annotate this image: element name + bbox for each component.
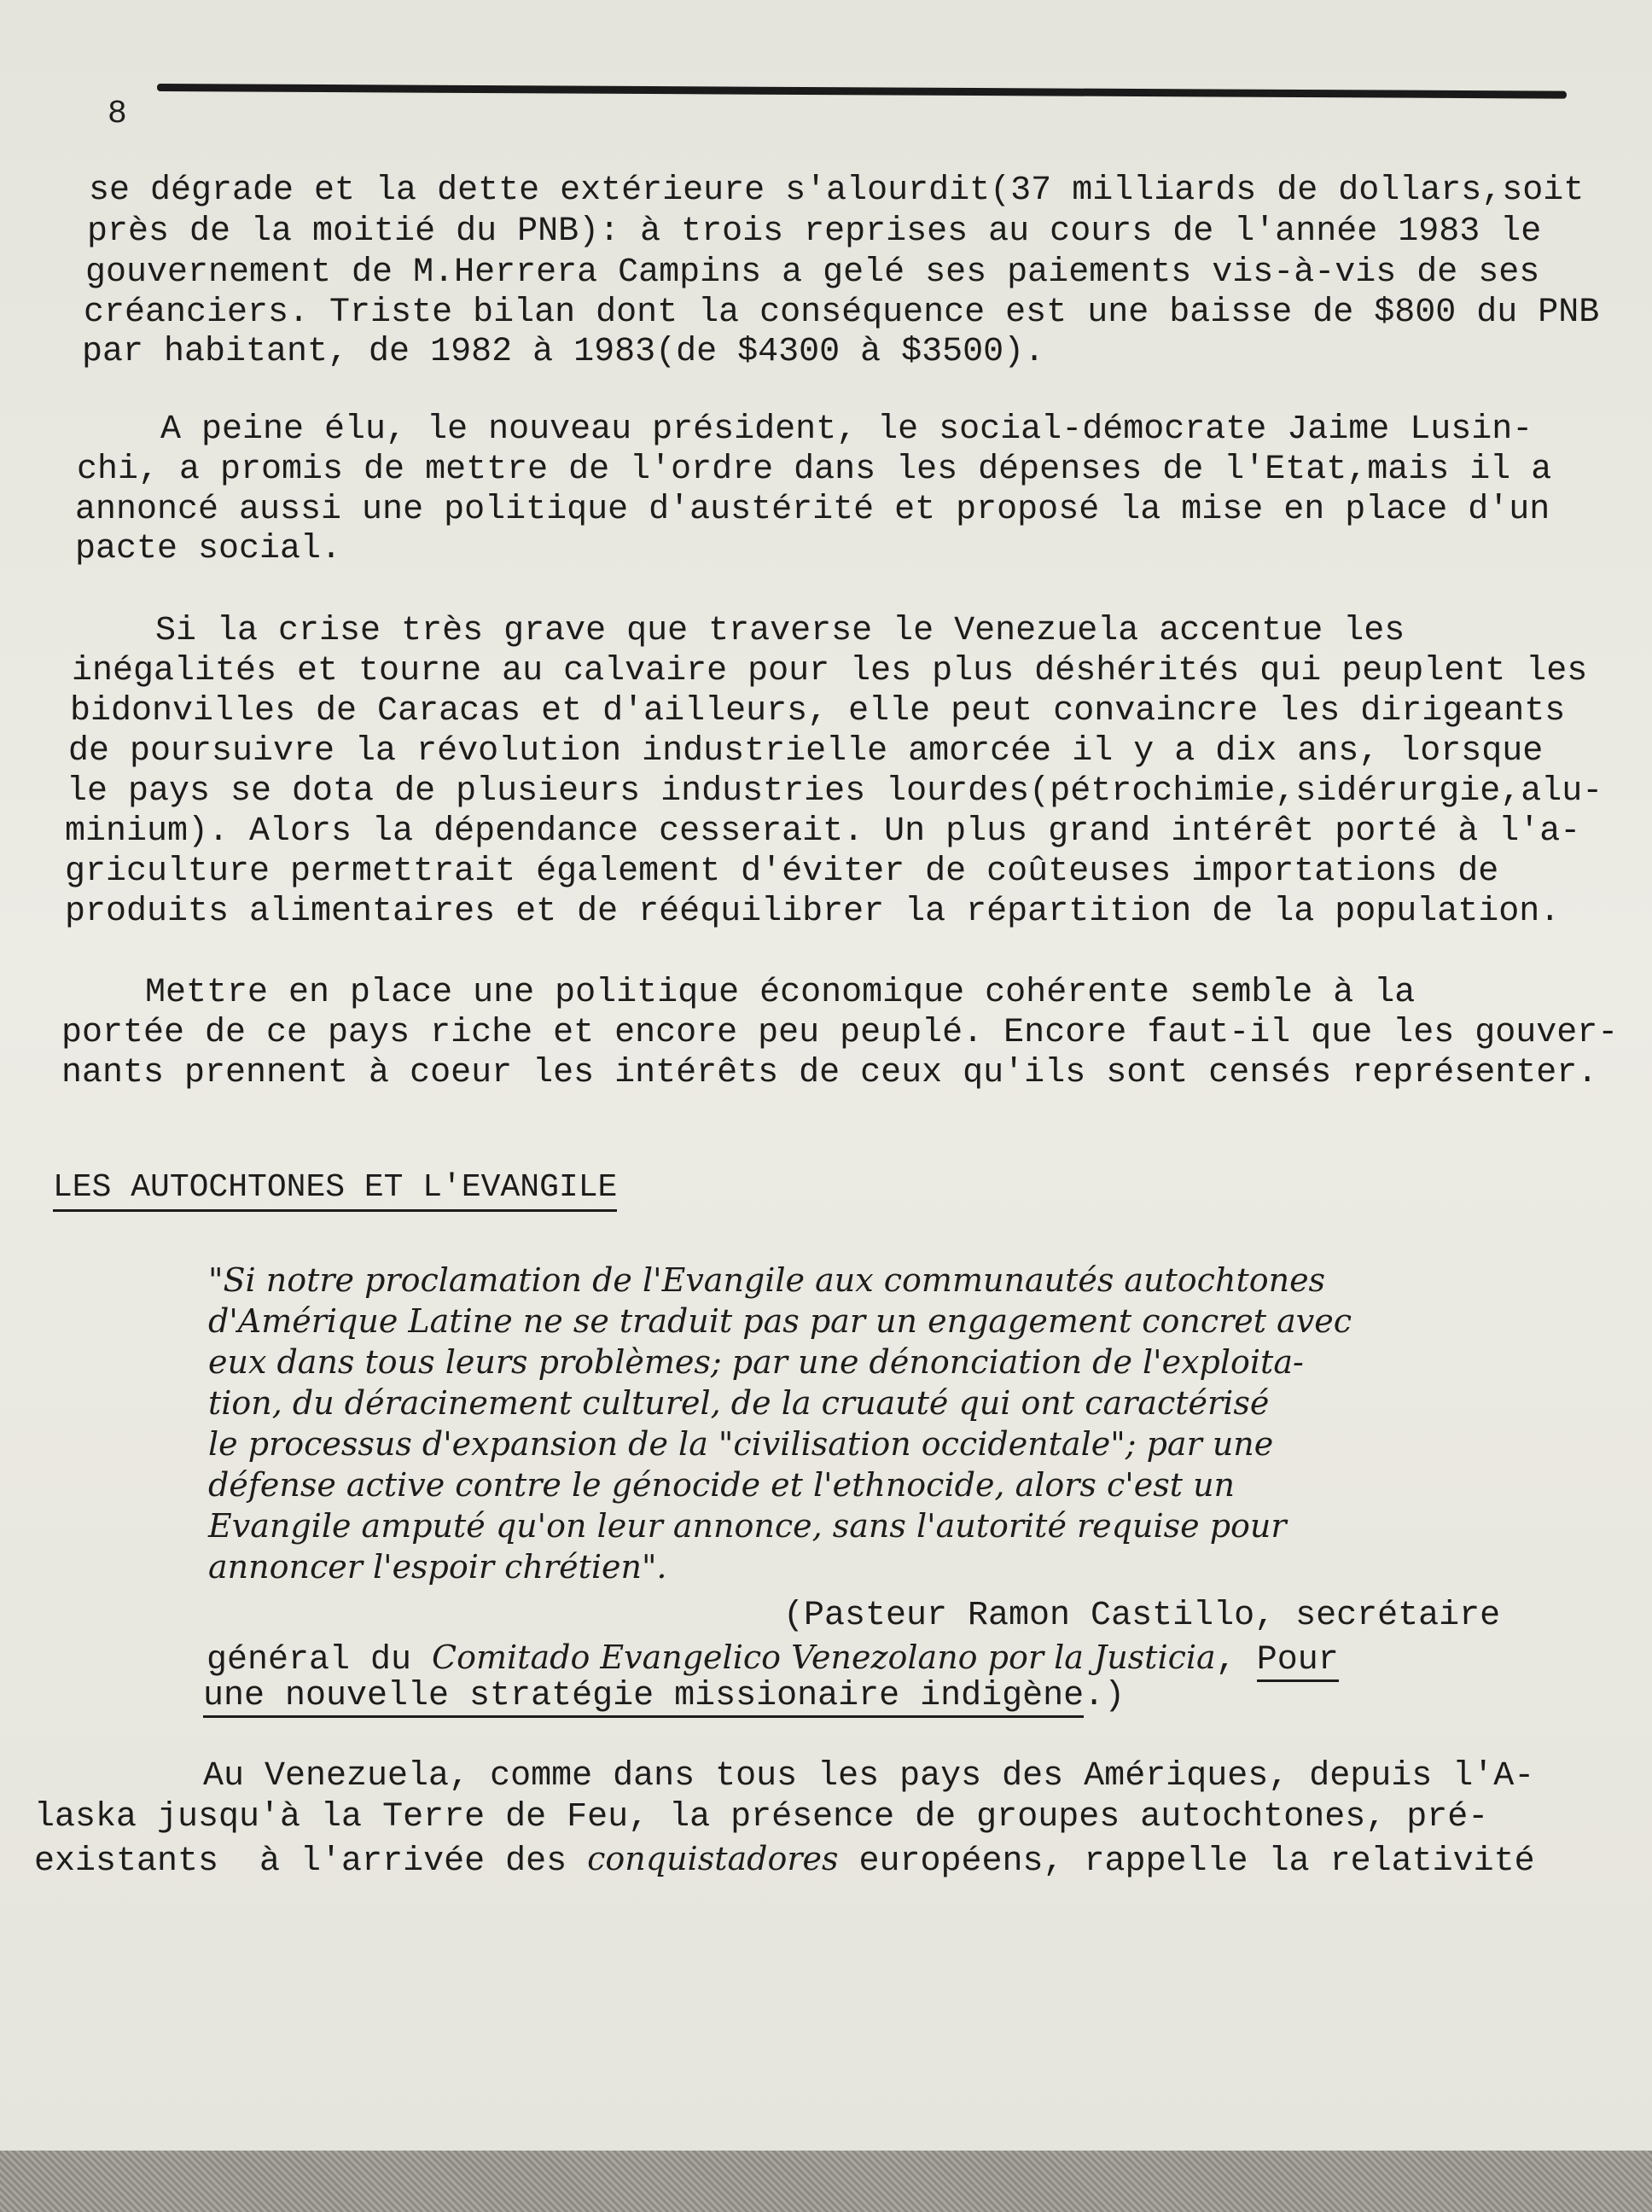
- attribution-line: [206, 1637, 1339, 1681]
- paragraph-2-line: annoncé aussi une politique d'austérité et proposé la mise en place d'un: [75, 491, 1550, 529]
- paragraph-3-line: Si la crise très grave que traverse le Venezuela accentue les: [73, 612, 1405, 650]
- paragraph-3-line: griculture permettrait également d'éviter de coûteuses importations de: [65, 853, 1499, 891]
- attribution-separator: ,: [1215, 1641, 1257, 1679]
- paragraph-1-line: gouvernement de M.Herrera Campins a gelé ses paiements vis-à-vis de ses: [85, 253, 1540, 292]
- committee-name: Comitado Evangelico Venezolano por la Justicia: [432, 1639, 1216, 1676]
- publication-title-start: Pour: [1257, 1641, 1339, 1682]
- attribution-line: (Pasteur Ramon Castillo, secrétaire: [783, 1597, 1501, 1635]
- paragraph-3-line: de poursuivre la révolution industrielle amorcée il y a dix ans, lorsque: [68, 732, 1544, 771]
- quote-line: d'Amérique Latine ne se traduit pas par un engagement concret avec: [208, 1302, 1352, 1340]
- desk-surface: [0, 2151, 1652, 2212]
- quote-line: défense active contre le génocide et l'ethnocide, alors c'est un: [208, 1466, 1236, 1504]
- paragraph-1-line: créanciers. Triste bilan dont la conséquence est une baisse de $800 du PNB: [84, 294, 1600, 332]
- header-rule: [157, 84, 1567, 99]
- quote-line: tion, du déracinement culturel, de la cruauté qui ont caractérisé: [208, 1384, 1270, 1422]
- attribution-closing: .): [1084, 1677, 1126, 1715]
- paragraph-5-line: Au Venezuela, comme dans tous les pays des Amériques, depuis l'A-: [142, 1757, 1535, 1796]
- paragraph-5-prefix: existants à l'arrivée des: [34, 1842, 588, 1881]
- paragraph-4-line: portée de ce pays riche et encore peu peuplé. Encore faut-il que les gouver-: [61, 1014, 1619, 1052]
- paragraph-3-line: le pays se dota de plusieurs industries lourdes(pétrochimie,sidérurgie,alu-: [67, 772, 1603, 811]
- quote-line: annoncer l'espoir chrétien".: [208, 1548, 667, 1586]
- paragraph-2-line: A peine élu, le nouveau président, le social-démocrate Jaime Lusin-: [79, 410, 1533, 449]
- paragraph-5-suffix: européens, rappelle la relativité: [838, 1842, 1535, 1881]
- section-heading: LES AUTOCHTONES ET L'EVANGILE: [53, 1169, 617, 1212]
- conquistadores-term: conquistadores: [587, 1840, 839, 1877]
- paragraph-3-line: bidonvilles de Caracas et d'ailleurs, elle peut convaincre les dirigeants: [70, 692, 1566, 731]
- quote-line: "Si notre proclamation de l'Evangile aux communautés autochtones: [208, 1261, 1326, 1299]
- attribution-prefix: général du: [206, 1641, 433, 1679]
- paragraph-3-line: produits alimentaires et de rééquilibrer la répartition de la population.: [65, 893, 1561, 931]
- page-number: 8: [108, 96, 127, 132]
- paragraph-1-line: près de la moitié du PNB): à trois reprises au cours de l'année 1983 le: [87, 212, 1542, 251]
- paragraph-3-line: inégalités et tourne au calvaire pour les plus déshérités qui peuplent les: [72, 652, 1588, 690]
- paragraph-4-line: Mettre en place une politique économique cohérente semble à la: [63, 974, 1416, 1012]
- paragraph-5-line: [34, 1838, 1535, 1883]
- paragraph-1-line: par habitant, de 1982 à 1983(de $4300 à $3500).: [82, 333, 1045, 371]
- paragraph-3-line: minium). Alors la dépendance cesserait. Un plus grand intérêt porté à l'a-: [65, 812, 1581, 851]
- paragraph-2-line: chi, a promis de mettre de l'ordre dans les dépenses de l'Etat,mais il a: [77, 451, 1552, 489]
- attribution-line: [203, 1676, 1125, 1717]
- paragraph-4-line: nants prennent à coeur les intérêts de ceux qu'ils sont censés représenter.: [61, 1054, 1598, 1092]
- paragraph-5-line: laska jusqu'à la Terre de Feu, la présence de groupes autochtones, pré-: [34, 1798, 1489, 1837]
- publication-title: une nouvelle stratégie missionaire indigène: [203, 1677, 1084, 1718]
- paragraph-1-line: se dégrade et la dette extérieure s'alourdit(37 milliards de dollars,soit: [89, 172, 1585, 210]
- paragraph-2-line: pacte social.: [75, 530, 342, 568]
- quote-line: eux dans tous leurs problèmes; par une dénonciation de l'exploita-: [208, 1343, 1304, 1381]
- quote-line: Evangile amputé qu'on leur annonce, sans l'autorité requise pour: [208, 1507, 1287, 1545]
- quote-line: le processus d'expansion de la "civilisation occidentale"; par une: [208, 1425, 1274, 1463]
